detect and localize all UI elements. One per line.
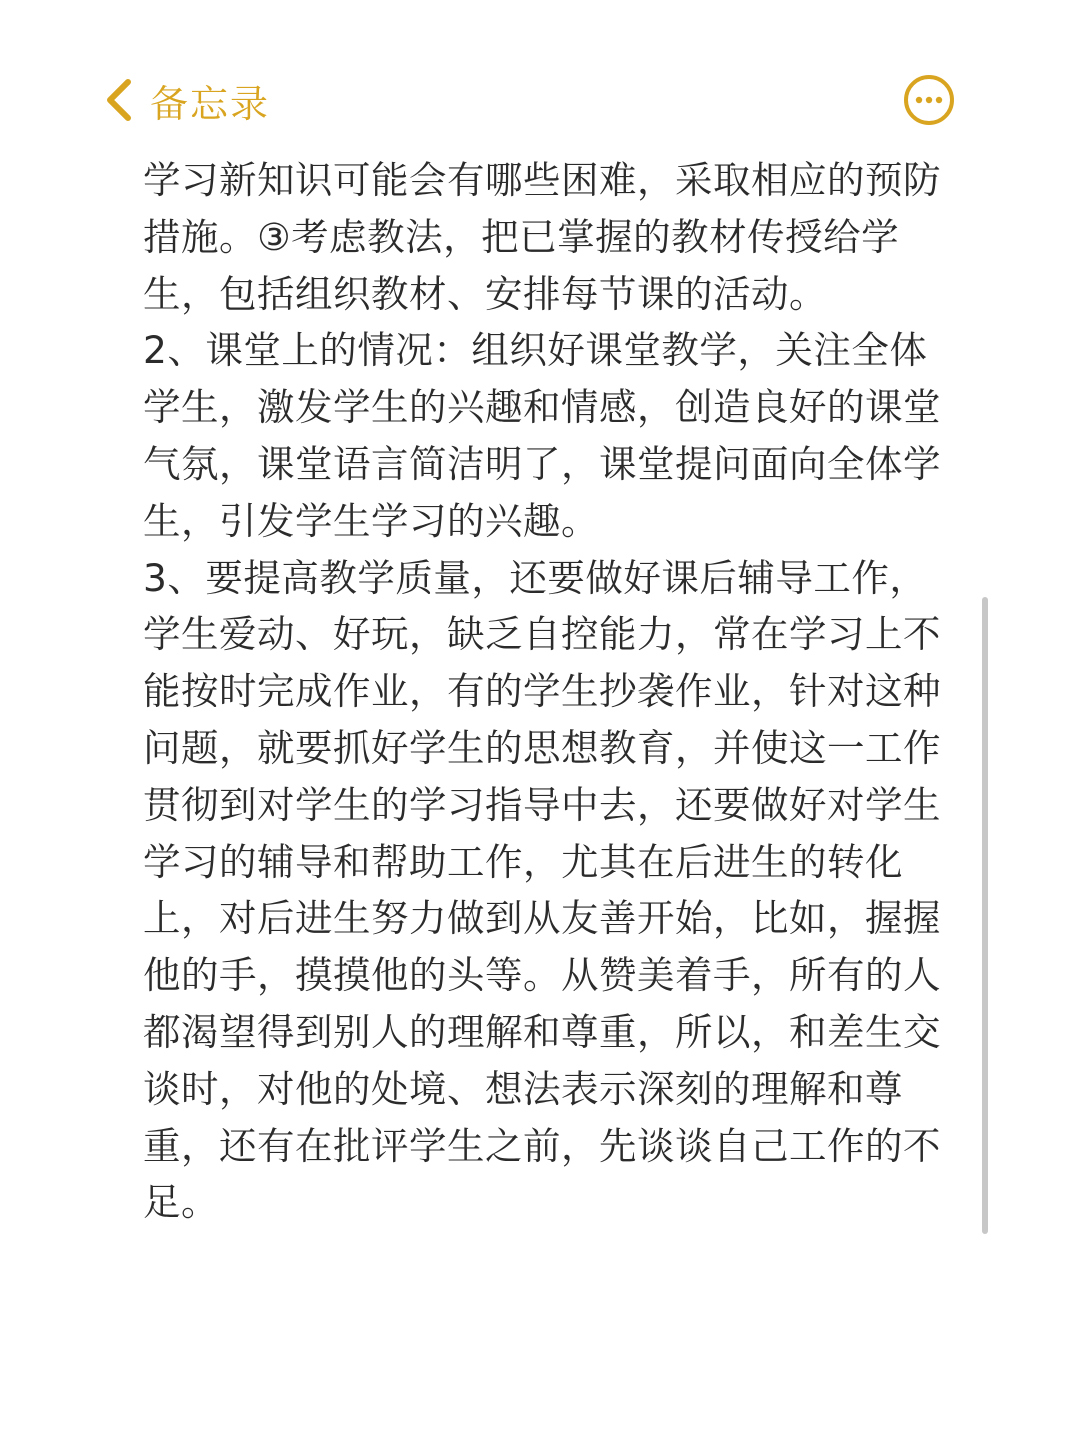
back-label: 备忘录 xyxy=(150,81,271,126)
scrollbar[interactable] xyxy=(982,597,988,1234)
note-paragraph: 学习新知识可能会有哪些困难，采取相应的预防措施。③考虑教法，把已掌握的教材传授给学生，包括组织教材、安排每节课的活动。 xyxy=(143,158,941,316)
note-paragraph: 3、要提高教学质量，还要做好课后辅导工作，学生爱动、好玩，缺乏自控能力，常在学习上不能按时完成作业，有的学生抄袭作业，针对这种问题，就要抓好学生的思想教育，并使这一工作贯彻到对学生的学习指导中去，还要做好对学生学习的辅导和帮助工作，尤其在后进生的转化上，对后进生努力做到从友善开始，比如，握握他的手，摸摸他的头等。从赞美着手，所有的人都渴望得到别人的理解和尊重，所以，和差生交谈时，对他的处境、想法表示深刻的理解和尊重，还有在批评学生之前，先谈谈自己工作的不足。 xyxy=(143,555,941,1225)
chevron-left-icon xyxy=(100,76,136,124)
note-paragraph: 2、课堂上的情况：组织好课堂教学，关注全体学生，激发学生的兴趣和情感，创造良好的课堂气氛，课堂语言简洁明了，课堂提问面向全体学生，引发学生学习的兴趣。 xyxy=(143,328,941,543)
back-button[interactable] xyxy=(100,60,270,140)
more-button[interactable] xyxy=(903,74,955,126)
nav-bar xyxy=(0,60,1080,140)
note-body[interactable] xyxy=(143,152,943,1231)
more-icon xyxy=(903,74,955,126)
